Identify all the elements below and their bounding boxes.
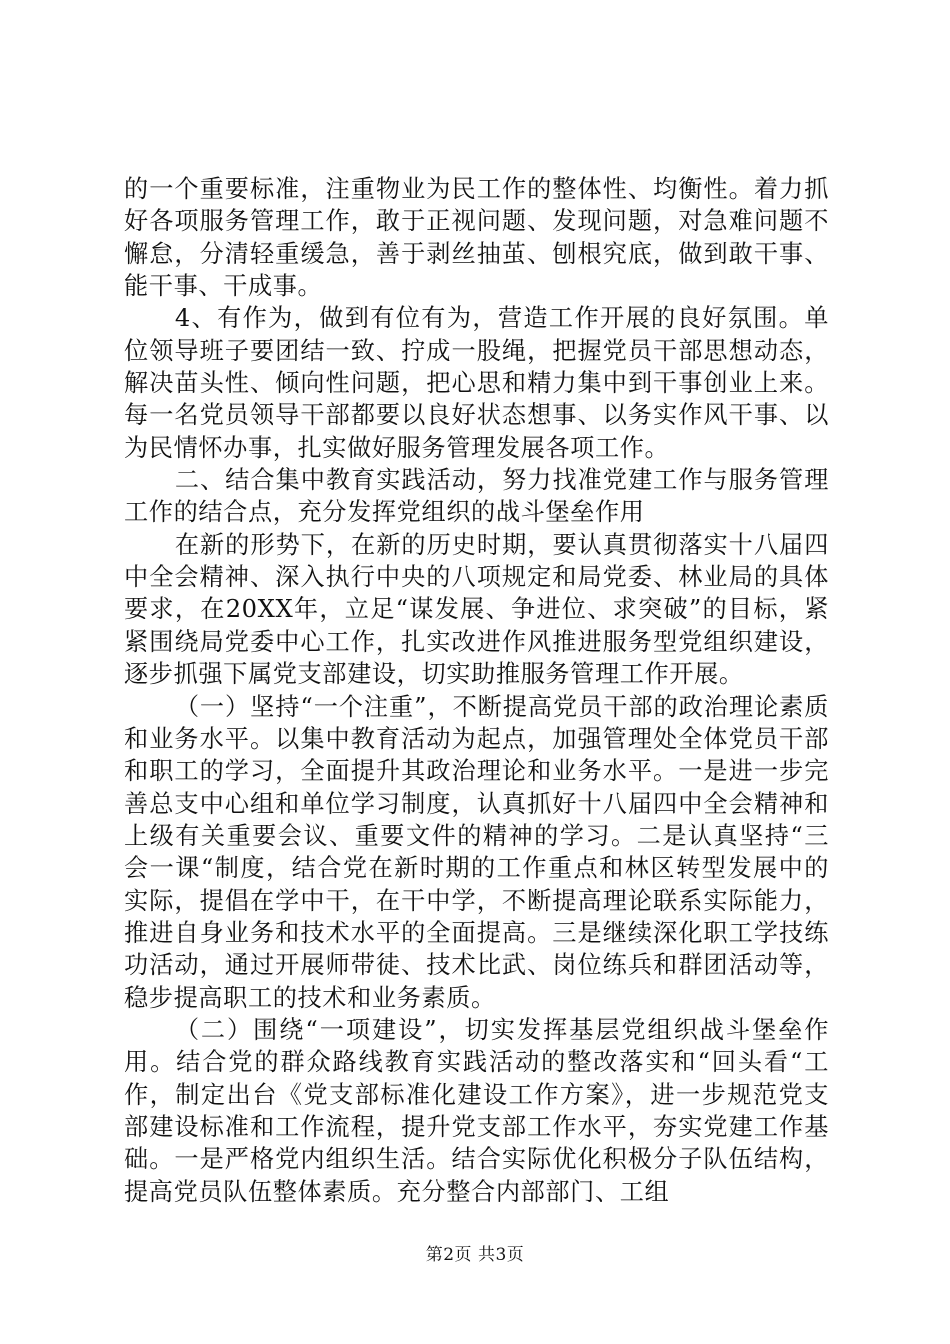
paragraph-section-2-intro: 在新的形势下，在新的历史时期，要认真贯彻落实十八届四中全会精神、深入执行中央的八项规定和局党委、林业局的具体要求，在20XX年，立足“谋发展、争进位、求突破”的目标，紧紧围绕局党委中心工作，扎实改进作风推进服务型党组织建设，逐步抓强下属党支部建设，切实助推服务管理工作开展。 — [124, 530, 829, 689]
page-footer: 第2页 共3页 — [425, 1245, 525, 1265]
paragraph-subsection-1: （一）坚持“一个注重”，不断提高党员干部的政治理论素质和业务水平。以集中教育活动为起点，加强管理处全体党员干部和职工的学习，全面提升其政治理论和业务水平。一是进一步完善总支中心组和单位学习制度，认真抓好十八届四中全会精神和上级有关重要会议、重要文件的精神的学习。二是认真坚持“三会一课“制度，结合党在新时期的工作重点和林区转型发展中的实际，提倡在学中干，在干中学，不断提高理论联系实际能力，推进自身业务和技术水平的全面提高。三是继续深化职工学技练功活动，通过开展师带徒、技术比武、岗位练兵和群团活动等，稳步提高职工的技术和业务素质。 — [124, 692, 829, 1012]
document-body — [124, 173, 829, 1208]
section-heading-2: 二、结合集中教育实践活动，努力找准党建工作与服务管理工作的结合点，充分发挥党组织的战斗堡垒作用 — [124, 466, 829, 527]
paragraph-continued: 的一个重要标准，注重物业为民工作的整体性、均衡性。着力抓好各项服务管理工作，敢于正视问题、发现问题，对急难问题不懈怠，分清轻重缓急，善于剥丝抽茧、刨根究底，做到敢干事、能干事、干成事。 — [124, 175, 829, 301]
paragraph-item-4: 4、有作为，做到有位有为，营造工作开展的良好氛围。单位领导班子要团结一致、拧成一股绳，把握党员干部思想动态，解决苗头性、倾向性问题，把心思和精力集中到干事创业上来。每一名党员领导干部都要以良好状态想事、以务实作风干事、以为民情怀办事，扎实做好服务管理发展各项工作。 — [124, 304, 829, 462]
paragraph-subsection-2: （二）围绕“一项建设”，切实发挥基层党组织战斗堡垒作用。结合党的群众路线教育实践活动的整改落实和“回头看“工作，制定出台《党支部标准化建设工作方案》，进一步规范党支部建设标准和工作流程，提升党支部工作水平，夯实党建工作基础。一是严格党内组织生活。结合实际优化积极分子队伍结构，提高党员队伍整体素质。充分整合内部部门、工组 — [124, 1015, 829, 1206]
